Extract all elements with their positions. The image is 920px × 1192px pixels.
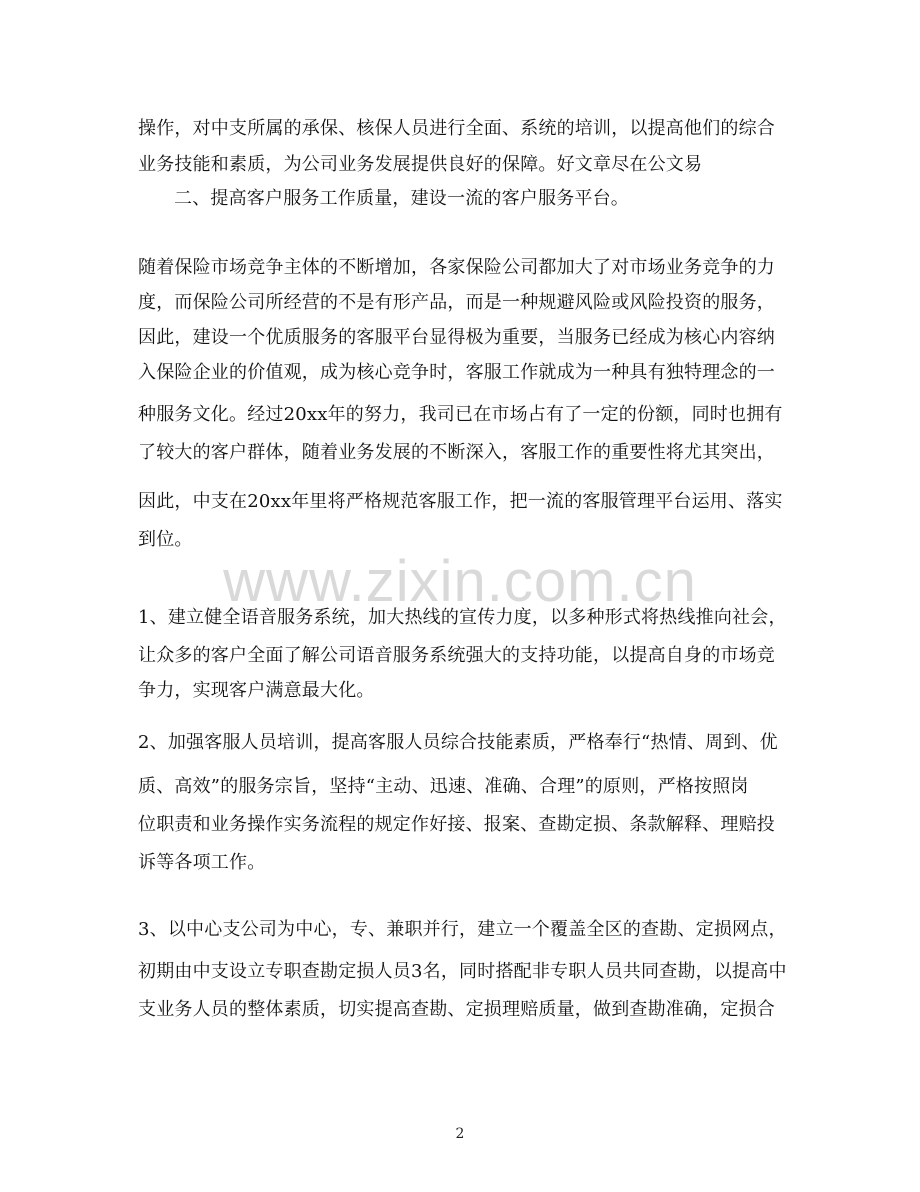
paragraph-1-line-2: 业务技能和素质，为公司业务发展提供良好的保障。好文章尽在公文易 xyxy=(138,154,703,175)
item-1-line-3: 争力，实现客户满意最大化。 xyxy=(138,680,375,701)
paragraph-2-line-6: 了较大的客户群体，随着业务发展的不断深入，客服工作的重要性将尤其突出， xyxy=(138,442,775,463)
paragraph-2-line-4: 入保险企业的价值观，成为核心竞争时，客服工作就成为一种具有独特理念的一 xyxy=(138,362,775,383)
watermark: www.zixin.com.cn xyxy=(223,549,697,614)
item-3-line-1: 3、以中心支公司为中心，专、兼职并行，建立一个覆盖全区的查勘、定损网点， xyxy=(138,919,787,940)
item-3-line-3: 支业务人员的整体素质，切实提高查勘、定损理赔质量，做到查勘准确，定损合 xyxy=(138,999,775,1020)
paragraph-2-line-2: 度，而保险公司所经营的不是有形产品，而是一种规避风险或风险投资的服务， xyxy=(138,292,775,313)
item-2-line-1: 2、加强客服人员培训，提高客服人员综合技能素质，严格奉行“热情、周到、优 xyxy=(138,732,778,753)
paragraph-1-line-1: 操作，对中支所属的承保、核保人员进行全面、系统的培训，以提高他们的综合 xyxy=(138,118,775,139)
item-1-line-1: 1、建立健全语音服务系统，加大热线的宣传力度，以多种形式将热线推向社会， xyxy=(138,607,787,628)
section-heading: 二、提高客户服务工作质量，建设一流的客户服务平台。 xyxy=(174,188,629,209)
item-3-line-2: 初期由中支设立专职查勘定损人员3名，同时搭配非专职人员共同查勘，以提高中 xyxy=(138,961,787,982)
paragraph-2-line-3: 因此，建设一个优质服务的客服平台显得极为重要，当服务已经成为核心内容纳 xyxy=(138,327,775,348)
paragraph-2-line-5: 种服务文化。经过20xx年的努力，我司已在市场占有了一定的份额，同时也拥有 xyxy=(138,404,783,425)
paragraph-2-line-1: 随着保险市场竞争主体的不断增加，各家保险公司都加大了对市场业务竞争的力 xyxy=(138,257,775,278)
item-1-line-2: 让众多的客户全面了解公司语音服务系统强大的支持功能，以提高自身的市场竞 xyxy=(138,645,775,666)
item-2-line-2: 质、高效”的服务宗旨，坚持“主动、迅速、准确、合理”的原则，严格按照岗 xyxy=(138,776,749,797)
paragraph-2-line-7: 因此，中支在20xx年里将严格规范客服工作，把一流的客服管理平台运用、落实 xyxy=(138,491,783,512)
item-2-line-4: 诉等各项工作。 xyxy=(138,852,266,873)
paragraph-2-line-8: 到位。 xyxy=(138,529,193,550)
page-number: 2 xyxy=(455,1126,465,1142)
item-2-line-3: 位职责和业务操作实务流程的规定作好接、报案、查勘定损、条款解释、理赔投 xyxy=(138,814,775,835)
